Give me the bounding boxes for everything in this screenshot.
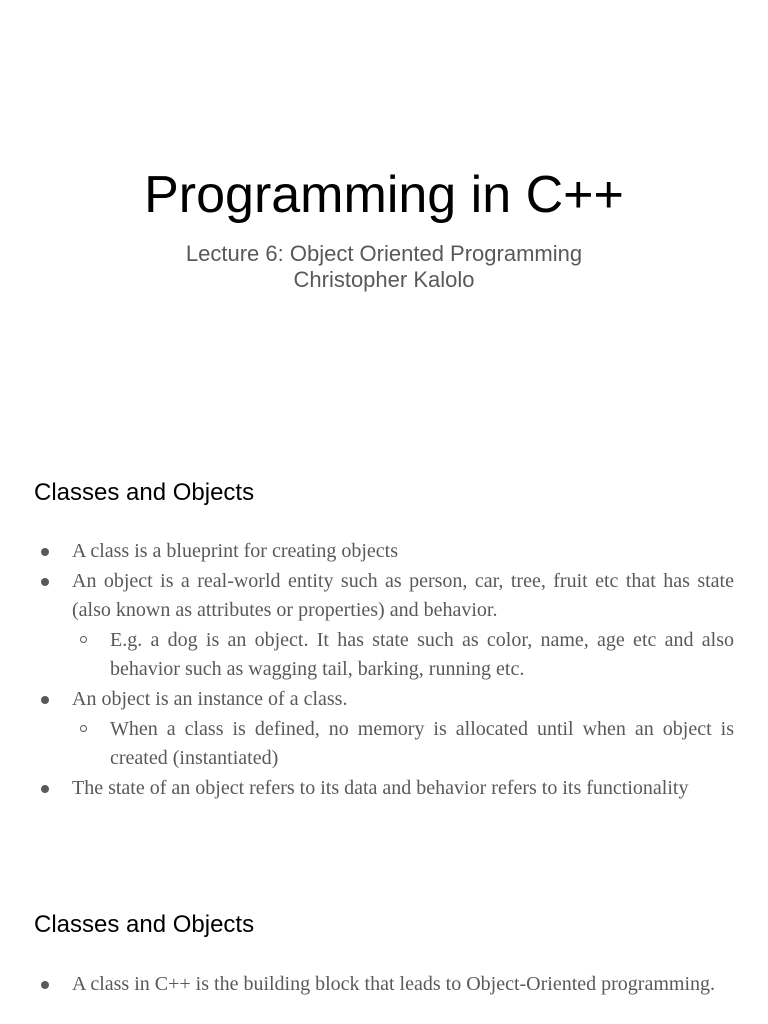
slide-heading: Classes and Objects bbox=[34, 479, 255, 506]
bullet-list bbox=[34, 970, 734, 1000]
bullet-item bbox=[34, 567, 734, 626]
bullet-list bbox=[34, 537, 734, 803]
sub-bullet-text: E.g. a dog is an object. It has state such as color, name, age etc and also behavior such as wagging tail, barking, running etc. bbox=[110, 628, 734, 681]
presentation-title: Programming in C++ bbox=[144, 166, 624, 224]
lecture-title: Lecture 6: Object Oriented Programming bbox=[185, 241, 583, 266]
bullet-text: An object is an instance of a class. bbox=[72, 687, 348, 710]
bullet-text: The state of an object refers to its data and behavior refers to its functionality bbox=[72, 776, 689, 799]
author-name: Christopher Kalolo bbox=[293, 267, 475, 292]
bullet-item bbox=[34, 774, 734, 804]
bullet-item bbox=[34, 970, 734, 1000]
bullet-text: An object is a real-world entity such as person, car, tree, fruit etc that has state (also known as attributes or properties) and behavior. bbox=[72, 569, 734, 622]
bullet-text: A class is a blueprint for creating objects bbox=[72, 540, 399, 562]
slide-heading: Classes and Objects bbox=[34, 911, 255, 938]
sub-bullet-item bbox=[34, 626, 734, 685]
bullet-item bbox=[34, 537, 734, 567]
sub-bullet-item bbox=[34, 715, 734, 774]
sub-bullet-text: When a class is defined, no memory is allocated until when an object is created (instantiated) bbox=[110, 717, 734, 770]
bullet-item bbox=[34, 685, 734, 715]
classes-objects-slide-2 bbox=[0, 864, 768, 1024]
classes-objects-slide-1 bbox=[0, 432, 768, 864]
title-slide bbox=[0, 0, 768, 432]
presentation-subtitle bbox=[0, 241, 768, 293]
bullet-text: A class in C++ is the building block that leads to Object-Oriented programming. bbox=[72, 973, 715, 995]
